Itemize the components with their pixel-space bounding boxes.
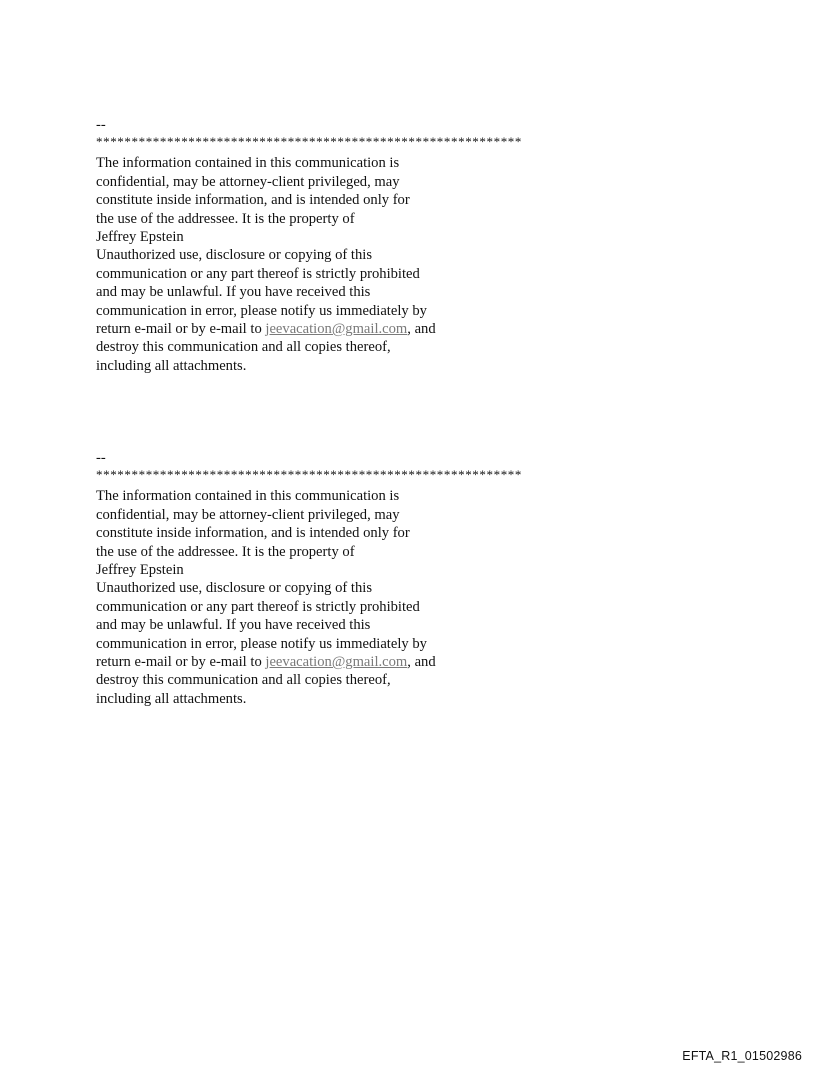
disclaimer-line: The information contained in this communication is bbox=[96, 488, 400, 505]
disclaimer-line: communication in error, please notify us immediately by bbox=[96, 302, 427, 319]
disclaimer-line: communication or any part thereof is strictly prohibited bbox=[96, 265, 420, 282]
disclaimer-block-1 bbox=[96, 116, 656, 375]
disclaimer-line: constitute inside information, and is intended only for bbox=[96, 525, 410, 542]
email-line-suffix: , and bbox=[407, 654, 436, 671]
disclaimer-line: confidential, may be attorney-client privileged, may bbox=[96, 506, 400, 523]
separator-dashes: -- bbox=[96, 117, 106, 133]
disclaimer-line: destroy this communication and all copies thereof, bbox=[96, 672, 391, 689]
disclaimer-block-2 bbox=[96, 449, 656, 708]
disclaimer-line: Unauthorized use, disclosure or copying of this bbox=[96, 247, 373, 264]
disclaimer-line: and may be unlawful. If you have received this bbox=[96, 284, 371, 301]
separator-dashes: -- bbox=[96, 450, 106, 466]
disclaimer-owner-line: Jeffrey Epstein bbox=[96, 229, 184, 246]
disclaimer-line: including all attachments. bbox=[96, 357, 247, 374]
disclaimer-line: including all attachments. bbox=[96, 690, 247, 707]
email-line-suffix: , and bbox=[407, 321, 436, 338]
email-line-prefix: return e-mail or by e-mail to bbox=[96, 321, 266, 338]
disclaimer-email-line bbox=[96, 320, 656, 338]
disclaimer-line: destroy this communication and all copies thereof, bbox=[96, 339, 391, 356]
disclaimer-line: constitute inside information, and is intended only for bbox=[96, 192, 410, 209]
separator-stars: ************************************************************ bbox=[96, 134, 522, 150]
disclaimer-line: and may be unlawful. If you have received this bbox=[96, 617, 371, 634]
disclaimer-line: The information contained in this communication is bbox=[96, 155, 400, 172]
email-line-prefix: return e-mail or by e-mail to bbox=[96, 654, 266, 671]
disclaimer-line: communication in error, please notify us immediately by bbox=[96, 635, 427, 652]
disclaimer-line: communication or any part thereof is strictly prohibited bbox=[96, 598, 420, 615]
disclaimer-line: the use of the addressee. It is the property of bbox=[96, 543, 355, 560]
email-link[interactable]: jeevacation@gmail.com bbox=[265, 321, 408, 338]
disclaimer-email-line bbox=[96, 653, 656, 671]
disclaimer-line: confidential, may be attorney-client privileged, may bbox=[96, 173, 400, 190]
disclaimer-owner-line: Jeffrey Epstein bbox=[96, 562, 184, 579]
separator-stars: ************************************************************ bbox=[96, 467, 522, 483]
document-id: EFTA_R1_01502986 bbox=[682, 1049, 802, 1063]
email-link[interactable]: jeevacation@gmail.com bbox=[265, 654, 408, 671]
disclaimer-line: the use of the addressee. It is the property of bbox=[96, 210, 355, 227]
disclaimer-line: Unauthorized use, disclosure or copying of this bbox=[96, 580, 373, 597]
